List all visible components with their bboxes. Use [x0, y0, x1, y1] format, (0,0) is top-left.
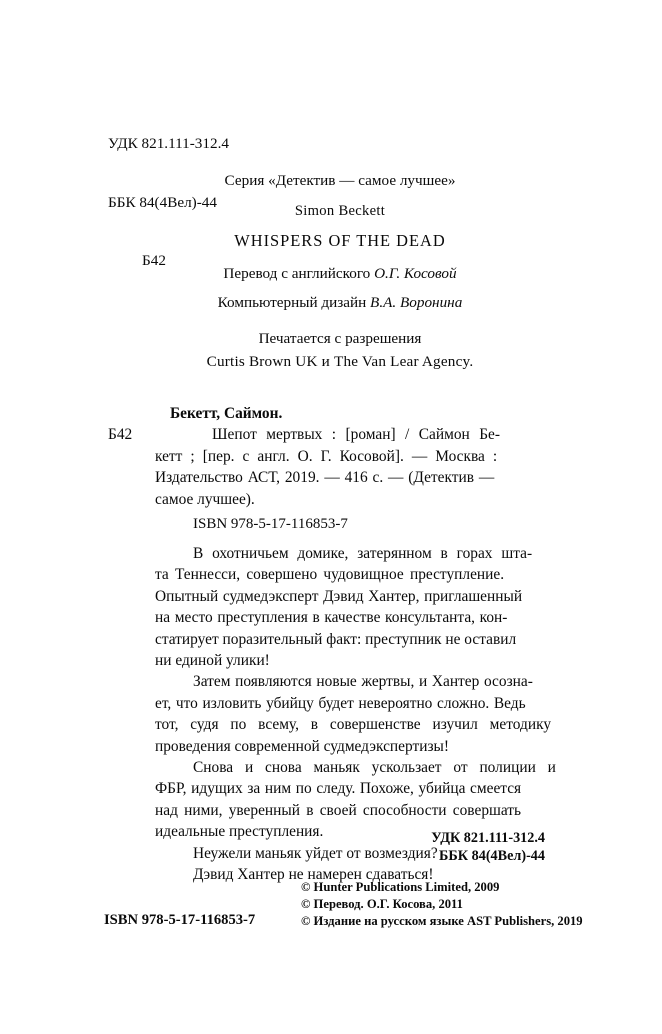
- record-line-3: Издательство АСТ, 2019. — 416 с. — (Детектив —: [155, 469, 495, 487]
- permission-text-1: Печатается с разрешения: [258, 330, 422, 347]
- annotation-line: проведения современной судмедэкспертизы!: [155, 737, 449, 755]
- annotation-line: над ними, уверенный в своей способности совершать: [155, 801, 522, 819]
- bbk-code-top: ББК 84(4Вел)-44: [108, 193, 217, 211]
- record-line-2: кетт ; [пер. с англ. О. Г. Косовой]. — Москва :: [155, 447, 498, 465]
- translation-credit: [223, 265, 456, 283]
- record-body: [108, 424, 574, 535]
- original-title-text: WHISPERS OF THE DEAD: [234, 231, 446, 250]
- record-line-1: Шепот мертвых : [роман] / Саймон Бе-: [212, 426, 500, 444]
- classification-bottom: [0, 830, 545, 865]
- copyright-lines: [301, 879, 594, 929]
- bbk-code-bottom: ББК 84(4Вел)-44: [439, 847, 545, 864]
- udk-code-bottom: УДК 821.111-312.4: [431, 830, 545, 846]
- annotation-line: ФБР, идущих за ним по следу. Похоже, убийца смеется: [155, 780, 522, 798]
- annotation-line: ни единой улики!: [155, 652, 270, 670]
- translation-label: Перевод с английского: [223, 265, 375, 282]
- author-mark-top: Б42: [142, 252, 166, 269]
- series-line: [0, 172, 662, 190]
- permission-line-1: [0, 330, 662, 348]
- designer-name: В.А. Воронина: [370, 294, 463, 311]
- author-latin-line: [0, 203, 662, 220]
- design-credit-line: [0, 294, 662, 312]
- annotation-line: тот, судя по всему, в совершенстве изучил методику: [155, 716, 552, 734]
- annotation-paragraph: [155, 671, 574, 757]
- translation-credit-line: [0, 265, 662, 283]
- annotation-line: на место преступления в качестве консультанта, кон-: [155, 609, 508, 627]
- record-author-heading: Бекетт, Саймон.: [170, 405, 283, 422]
- copyright-line: © Hunter Publications Limited, 2009: [301, 880, 500, 894]
- annotation-paragraph: [155, 543, 574, 671]
- copyright-line: © Перевод. О.Г. Косова, 2011: [301, 896, 463, 911]
- udk-code-top: УДК 821.111-312.4: [108, 135, 229, 152]
- annotation-line: ет, что изловить убийцу будет невероятно сложно. Ведь: [155, 694, 526, 712]
- annotation-line: та Теннесси, совершено чудовищное преступление.: [155, 566, 505, 584]
- footer-isbn: ISBN 978-5-17-116853-7: [104, 912, 256, 928]
- design-credit: [218, 294, 463, 312]
- translator-name: О.Г. Косовой: [374, 265, 457, 282]
- annotation-line: статирует поразительный факт: преступник не оставил: [155, 630, 517, 648]
- permission-line-2: [0, 353, 662, 371]
- record-title-lines: [108, 424, 574, 510]
- annotation-line: Неужели маньяк уйдет от возмездия?: [193, 844, 438, 862]
- annotation-line: Затем появляются новые жертвы, и Хантер осозна-: [193, 673, 533, 691]
- footer-block: [104, 879, 594, 929]
- annotation-line: Дэвид Хантер не намерен сдаваться!: [193, 866, 434, 884]
- record-isbn: ISBN 978-5-17-116853-7: [193, 516, 348, 533]
- original-title-line: [0, 231, 662, 251]
- annotation-line: В охотничьем домике, затерянном в горах шта-: [193, 545, 533, 562]
- copyright-line: © Издание на русском языке AST Publishers, 2019: [301, 913, 583, 928]
- author-latin-text: Simon Beckett: [294, 203, 386, 219]
- design-label: Компьютерный дизайн: [217, 294, 371, 311]
- annotation-line: Опытный судмедэксперт Дэвид Хантер, приглашенный: [155, 587, 523, 605]
- series-text: Серия «Детектив — самое лучшее»: [224, 172, 456, 189]
- bibliographic-record: [108, 403, 574, 535]
- annotation-line: Снова и снова маньяк ускользает от полиции и: [193, 759, 556, 777]
- annotation-line: идеальные преступления.: [155, 823, 324, 841]
- record-author-mark: Б42: [108, 426, 133, 444]
- permission-text-2: Curtis Brown UK и The Van Lear Agency.: [206, 353, 474, 370]
- record-line-4: самое лучшее).: [155, 490, 255, 508]
